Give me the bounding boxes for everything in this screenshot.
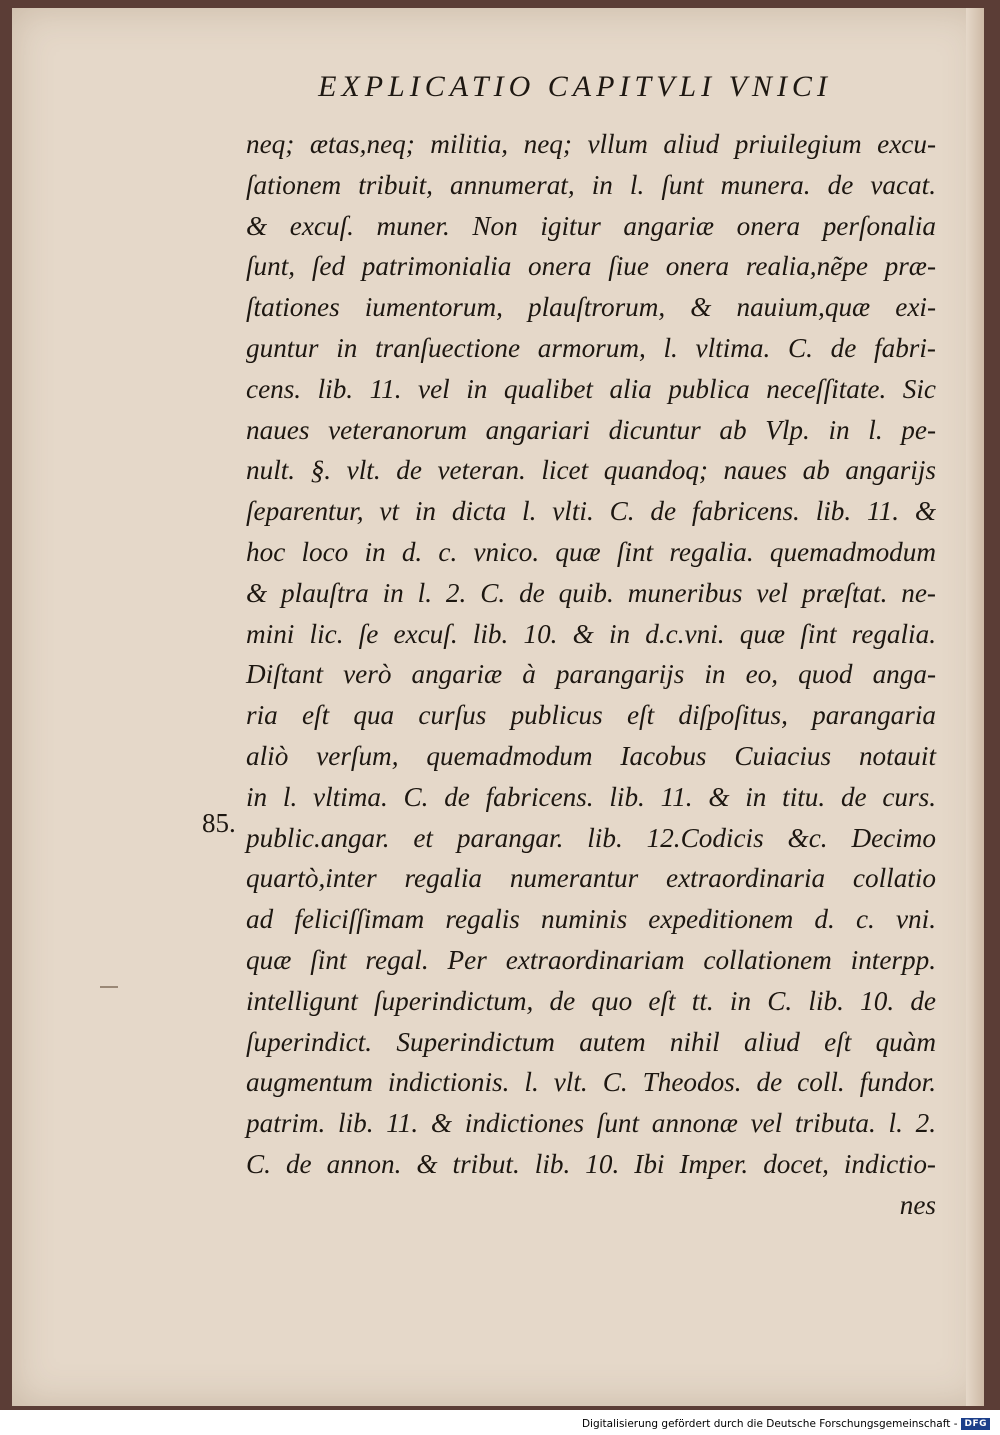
text-line: nult. §. vlt. de veteran. licet quandoq; naues ab angarijs [246, 455, 936, 486]
text-line: cens. lib. 11. vel in qualibet alia publica neceſſitate. Sic [246, 373, 936, 404]
text-line: quartò,inter regalia numerantur extraordinaria collatio [246, 863, 936, 894]
text-line: ſuperindict. Superindictum autem nihil aliud eſt quàm [246, 1026, 936, 1057]
text-line: naues veteranorum angariari dicuntur ab Vlp. in l. pe- [246, 414, 936, 445]
margin-number: 85. [202, 808, 236, 838]
page-edge [966, 8, 984, 1406]
text-line: & plauſtra in l. 2. C. de quib. muneribus vel præſtat. ne- [246, 577, 936, 608]
text-line: augmentum indictionis. l. vlt. C. Theodos. de coll. fundor. [246, 1067, 936, 1098]
text-line: ria eſt qua curſus publicus eſt diſpoſitus, parangaria [246, 700, 936, 731]
text-line: mini lic. ſe excuſ. lib. 10. & in d.c.vni. quæ ſint regalia. [246, 618, 936, 649]
text-line: C. de annon. & tribut. lib. 10. Ibi Imper. docet, indictio- [246, 1148, 936, 1179]
text-line: ſunt, ſed patrimonialia onera ſiue onera realia,nẽpe præ- [246, 251, 936, 282]
dfg-logo-icon: DFG [961, 1418, 990, 1430]
body-text [246, 124, 936, 1226]
footer-text: Digitalisierung gefördert durch die Deutsche Forschungsgemeinschaft - [581, 1418, 958, 1430]
text-line: neq; ætas,neq; militia, neq; vllum aliud priuilegium excu- [246, 129, 936, 159]
running-head: EXPLICATIO CAPITVLI VNICI [318, 70, 832, 103]
footer-credit [582, 1418, 990, 1430]
text-line: intelligunt ſuperindictum, de quo eſt tt. in C. lib. 10. de [246, 985, 936, 1016]
catchword: nes [899, 1189, 936, 1220]
text-line: hoc loco in d. c. vnico. quæ ſint regalia. quemadmodum [246, 536, 936, 567]
text-line: quæ ſint regal. Per extraordinariam collationem interpp. [246, 944, 936, 975]
text-line: public.angar. et parangar. lib. 12.Codicis &c. Decimo [246, 822, 936, 853]
text-line: aliò verſum, quemadmodum Iacobus Cuiacius notauit [246, 740, 936, 771]
text-line: in l. vltima. C. de fabricens. lib. 11. & in titu. de curs. [246, 781, 936, 812]
text-line: ſationem tribuit, annumerat, in l. ſunt munera. de vacat. [246, 169, 936, 200]
margin-mark [100, 986, 118, 988]
text-line: ſtationes iumentorum, plauſtrorum, & nauium,quæ exi- [246, 292, 936, 323]
text-line: patrim. lib. 11. & indictiones ſunt annonæ vel tributa. l. 2. [246, 1108, 936, 1139]
text-line: guntur in tranſuectione armorum, l. vltima. C. de fabri- [246, 332, 936, 363]
text-line: & excuſ. muner. Non igitur angariæ onera perſonalia [246, 210, 936, 241]
text-line: ad feliciſſimam regalis numinis expeditionem d. c. vni. [246, 904, 936, 935]
text-line: Diſtant verò angariæ à parangarijs in eo, quod anga- [246, 659, 936, 690]
text-line: ſeparentur, vt in dicta l. vlti. C. de fabricens. lib. 11. & [246, 496, 936, 527]
